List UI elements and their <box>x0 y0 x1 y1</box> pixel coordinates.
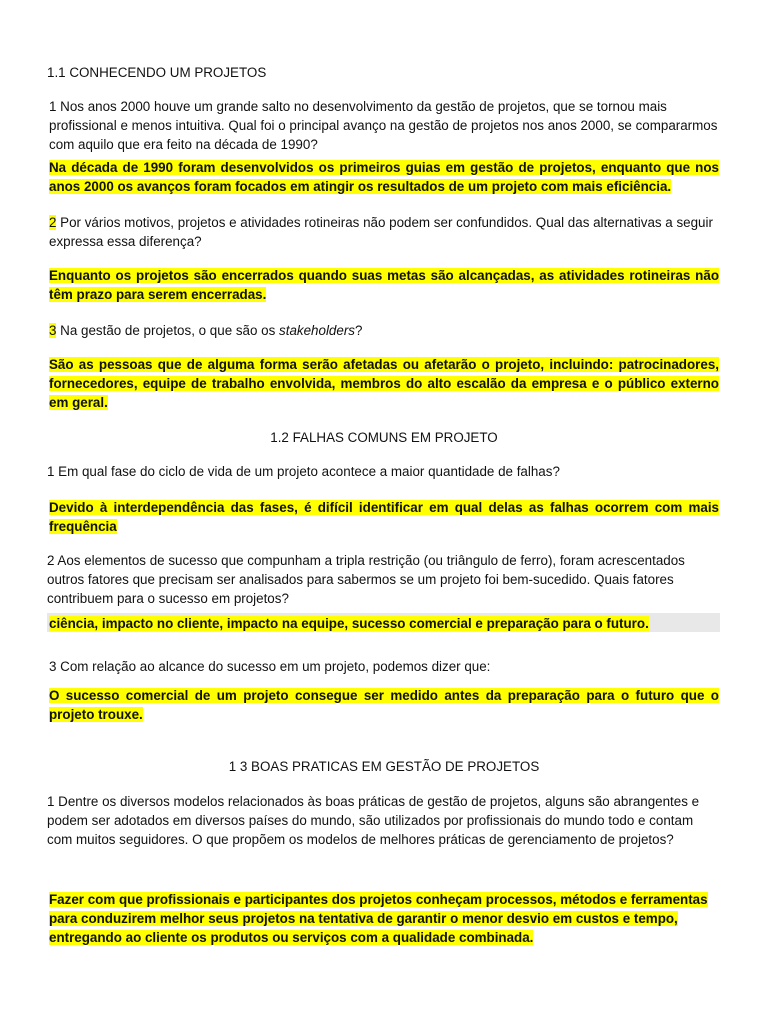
answer-1-1-1 <box>49 158 719 196</box>
question-1-3-1: 1 Dentre os diversos modelos relacionados às boas práticas de gestão de projetos, alguns são abrangentes e podem ser adotados em diversos países do mundo, são utilizados por profissionais do mundo todo e contam com muitos seguidores. O que propõem os modelos de melhores práticas de gerenciamento de projetos? <box>47 794 700 847</box>
answer-highlight: Enquanto os projetos são encerrados quando suas metas são alcançadas, as atividades rotineiras não têm prazo para serem encerradas. <box>49 268 719 302</box>
question-1-2-1: 1 Em qual fase do ciclo de vida de um projeto acontece a maior quantidade de falhas? <box>47 464 560 479</box>
question-number: 2 <box>49 215 57 230</box>
answer-highlight: O sucesso comercial de um projeto consegue ser medido antes da preparação para o futuro que o projeto trouxe. <box>49 688 719 722</box>
section-title-1-2: 1.2 FALHAS COMUNS EM PROJETO <box>270 430 498 445</box>
question-number: 3 <box>49 323 57 338</box>
answer-highlight: ciência, impacto no cliente, impacto na equipe, sucesso comercial e preparação para o futuro. <box>49 616 649 631</box>
answer-1-3-1 <box>49 890 719 947</box>
answer-1-1-2 <box>49 266 719 304</box>
answer-1-2-1 <box>49 498 719 536</box>
question-1-2-3: 3 Com relação ao alcance do sucesso em um projeto, podemos dizer que: <box>49 659 491 674</box>
question-text: Por vários motivos, projetos e atividades rotineiras não podem ser confundidos. Qual das alternativas a seguir expressa essa diferença? <box>49 215 713 249</box>
question-text-end: ? <box>354 323 363 338</box>
answer-highlight: Fazer com que profissionais e participantes dos projetos conheçam processos, métodos e ferramentas para conduzirem melhor seus projetos na tentativa de garantir o menor desvio em custos e tempo, entregando ao cliente os produtos ou serviços com a qualidade combinada. <box>49 892 708 945</box>
question-1-1-2 <box>49 213 724 251</box>
answer-1-1-3 <box>49 355 719 412</box>
answer-highlight: São as pessoas que de alguma forma serão afetadas ou afetarão o projeto, incluindo: patrocinadores, fornecedores, equipe de trabalho envolvida, membros do alto escalão da empresa e o público externo em geral. <box>49 357 719 410</box>
question-text: Na gestão de projetos, o que são os <box>56 323 280 338</box>
question-1-1-3 <box>49 321 724 340</box>
section-title-1-3: 1 3 BOAS PRATICAS EM GESTÃO DE PROJETOS <box>228 759 540 774</box>
answer-1-2-2 <box>49 614 719 633</box>
section-title-1-1: 1.1 CONHECENDO UM PROJETOS <box>47 65 267 80</box>
answer-1-2-3 <box>49 686 719 724</box>
question-1-1-1: 1 Nos anos 2000 houve um grande salto no desenvolvimento da gestão de projetos, que se tornou mais profissional e menos intuitiva. Qual foi o principal avanço na gestão de projetos nos anos 2000, se compararmos com aquilo que era feito na década de 1990? <box>49 99 718 152</box>
answer-highlight: Devido à interdependência das fases, é difícil identificar em qual delas as falhas ocorrem com mais frequência <box>49 500 719 534</box>
answer-highlight: Na década de 1990 foram desenvolvidos os primeiros guias em gestão de projetos, enquanto que nos anos 2000 os avanços foram focados em atingir os resultados de um projeto com mais eficiência. <box>49 160 719 194</box>
question-emphasis: stakeholders <box>279 323 355 338</box>
question-1-2-2: 2 Aos elementos de sucesso que compunham a tripla restrição (ou triângulo de ferro), foram acrescentados outros fatores que precisam ser analisados para sabermos se um projeto foi bem-sucedido. Quais fatores contribuem para o sucesso em projetos? <box>47 553 685 606</box>
